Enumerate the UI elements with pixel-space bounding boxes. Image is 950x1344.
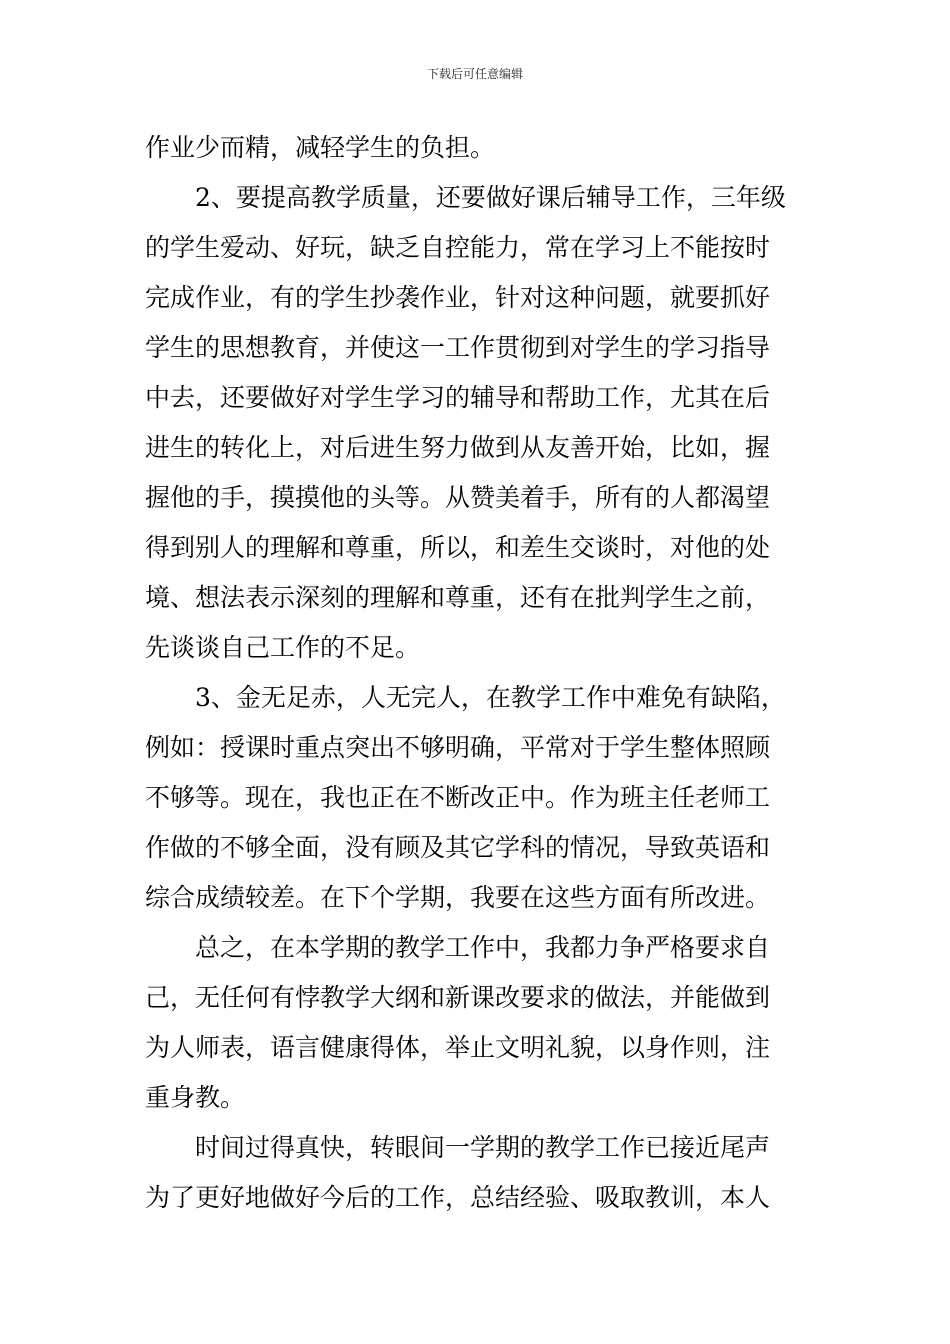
body-line: 为了更好地做好今后的工作，总结经验、吸取教训，本人: [145, 1183, 771, 1212]
body-line: 得到别人的理解和尊重，所以，和差生交谈时，对他的处: [145, 533, 771, 562]
body-line: 完成作业，有的学生抄袭作业，针对这种问题，就要抓好: [145, 283, 771, 312]
body-line: 进生的转化上，对后进生努力做到从友善开始，比如，握: [145, 433, 771, 462]
paragraph-start-line: 时间过得真快，转眼间一学期的教学工作已接近尾声: [195, 1133, 771, 1162]
paragraph-start-line: 3、金无足赤，人无完人，在教学工作中难免有缺陷，: [195, 683, 786, 712]
body-line: 例如：授课时重点突出不够明确，平常对于学生整体照顾: [145, 733, 771, 762]
document-body: [145, 123, 809, 1223]
body-line: 己，无任何有悖教学大纲和新课改要求的做法，并能做到: [145, 983, 771, 1012]
body-line: 中去，还要做好对学生学习的辅导和帮助工作，尤其在后: [145, 383, 771, 412]
body-line: 学生的思想教育，并使这一工作贯彻到对学生的学习指导: [145, 333, 771, 362]
body-line: 作业少而精，减轻学生的负担。: [145, 133, 496, 162]
body-line: 不够等。现在，我也正在不断改正中。作为班主任老师工: [145, 783, 771, 812]
body-line: 境、想法表示深刻的理解和尊重，还有在批判学生之前，: [145, 583, 771, 612]
paragraph-start-line: 2、要提高教学质量，还要做好课后辅导工作，三年级: [195, 183, 786, 212]
body-line: 综合成绩较差。在下个学期，我要在这些方面有所改进。: [145, 883, 771, 912]
body-line: 握他的手，摸摸他的头等。从赞美着手，所有的人都渴望: [145, 483, 771, 512]
body-line: 重身教。: [145, 1083, 246, 1112]
body-line: 先谈谈自己工作的不足。: [145, 633, 421, 662]
paragraph-start-line: 总之，在本学期的教学工作中，我都力争严格要求自: [195, 933, 771, 962]
body-line: 的学生爱动、好玩，缺乏自控能力，常在学习上不能按时: [145, 233, 771, 262]
page-header-note: 下载后可任意编辑: [426, 67, 523, 81]
body-line: 为人师表，语言健康得体，举止文明礼貌，以身作则，注: [145, 1033, 771, 1062]
body-line: 作做的不够全面，没有顾及其它学科的情况，导致英语和: [145, 833, 771, 862]
